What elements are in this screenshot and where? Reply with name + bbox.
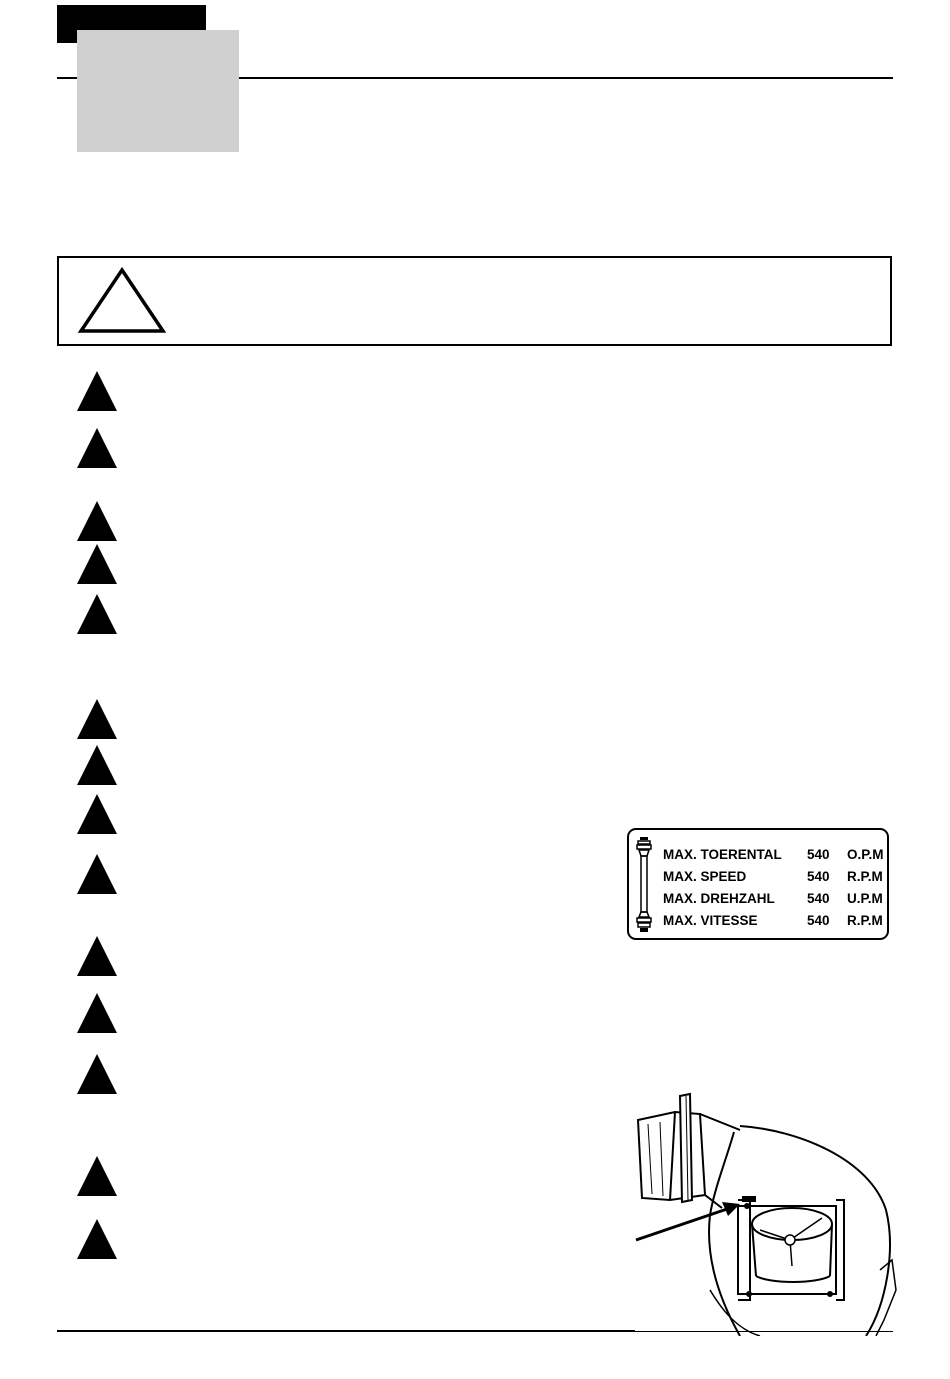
bullet-triangle-icon [76, 1053, 118, 1095]
bullet-triangle-icon [76, 1218, 118, 1260]
bullet-triangle-icon [76, 698, 118, 740]
header-rule [57, 77, 77, 79]
header-rule [239, 77, 893, 79]
bullet-triangle-icon [76, 992, 118, 1034]
warning-triangle-icon [77, 266, 167, 339]
bullet-triangle-icon [76, 935, 118, 977]
chapter-box [77, 30, 239, 152]
bullet-triangle-icon [76, 543, 118, 585]
bullet-triangle-icon [76, 500, 118, 542]
footer-rule [635, 1331, 893, 1332]
footer-rule [57, 1330, 635, 1332]
bullet-triangle-icon [76, 793, 118, 835]
pto-shaft-icon [633, 836, 655, 941]
bullet-triangle-icon [76, 853, 118, 895]
bullet-triangle-icon [76, 370, 118, 412]
rpm-label-sticker: MAX. TOERENTAL 540 O.P.M MAX. SPEED 540 R.P.M MAX. DREHZAHL 540 U.P.M MAX. VITESSE 540 R.P.M [627, 828, 889, 940]
bullet-triangle-icon [76, 744, 118, 786]
bullet-triangle-icon [76, 1155, 118, 1197]
fan-housing-illustration [630, 1090, 900, 1341]
warning-box [57, 256, 892, 346]
bullet-triangle-icon [76, 427, 118, 469]
bullet-triangle-icon [76, 593, 118, 635]
